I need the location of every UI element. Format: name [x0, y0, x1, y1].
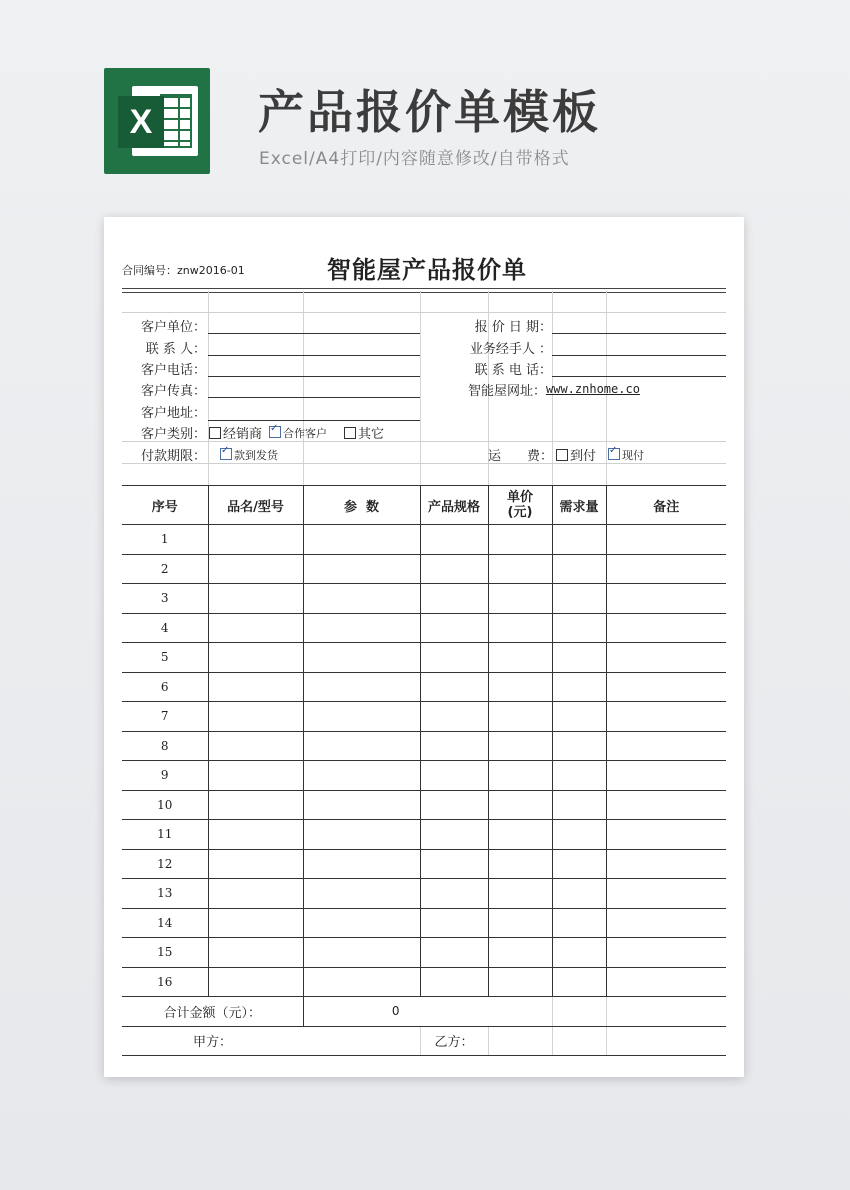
quote-date-field[interactable] [552, 333, 726, 334]
table-cell[interactable] [303, 584, 420, 614]
table-cell[interactable] [606, 525, 726, 555]
table-cell[interactable] [420, 702, 488, 732]
table-cell[interactable] [420, 908, 488, 938]
table-cell[interactable] [420, 554, 488, 584]
website-link[interactable]: www.znhome.co [546, 382, 640, 396]
table-cell[interactable] [606, 879, 726, 909]
table-row [122, 761, 726, 791]
table-cell[interactable] [303, 613, 420, 643]
grid-line [122, 463, 726, 464]
col-header-remark: 备注 [606, 486, 726, 525]
table-cell[interactable] [552, 938, 606, 968]
shipping-label: 运 费： [488, 449, 554, 464]
table-cell[interactable] [303, 761, 420, 791]
signature-row [122, 1026, 726, 1056]
total-cell[interactable] [606, 997, 726, 1027]
table-cell[interactable] [420, 790, 488, 820]
table-cell[interactable] [488, 879, 552, 909]
table-cell[interactable] [552, 525, 606, 555]
party-b-field[interactable] [606, 1026, 726, 1056]
table-cell[interactable] [208, 879, 303, 909]
table-cell[interactable] [488, 938, 552, 968]
client-company-field[interactable] [208, 333, 420, 334]
table-cell[interactable] [420, 820, 488, 850]
col-header-params: 参 数 [303, 486, 420, 525]
table-cell[interactable] [488, 613, 552, 643]
table-cell[interactable] [606, 613, 726, 643]
grid-line [420, 291, 421, 485]
table-cell[interactable] [420, 938, 488, 968]
col-header-product: 品名/型号 [208, 486, 303, 525]
checked-checkbox-icon [608, 448, 620, 460]
row-index: 10 [122, 790, 208, 820]
checkbox-icon [556, 449, 568, 461]
page-subtitle: Excel/A4打印/内容随意修改/自带格式 [259, 149, 570, 169]
table-cell[interactable] [552, 584, 606, 614]
title-divider [122, 288, 726, 293]
row-index: 2 [122, 554, 208, 584]
table-row [122, 643, 726, 673]
table-cell[interactable] [208, 790, 303, 820]
total-value: 0 [303, 997, 488, 1027]
table-cell[interactable] [606, 820, 726, 850]
total-cell[interactable] [488, 997, 552, 1027]
col-header-unit-price: 单价 (元) [488, 486, 552, 525]
table-row [122, 702, 726, 732]
table-cell[interactable] [606, 908, 726, 938]
table-header-row [122, 486, 726, 525]
table-cell[interactable] [208, 643, 303, 673]
table-cell[interactable] [208, 525, 303, 555]
checked-checkbox-icon [220, 448, 232, 460]
row-index: 8 [122, 731, 208, 761]
option-dealer[interactable]: 经销商 [209, 423, 262, 442]
table-cell[interactable] [208, 938, 303, 968]
excel-x-icon: X [118, 96, 164, 148]
table-cell[interactable] [488, 643, 552, 673]
row-index: 3 [122, 584, 208, 614]
row-index: 12 [122, 849, 208, 879]
total-row [122, 997, 726, 1027]
table-cell[interactable] [552, 761, 606, 791]
excel-grid-icon [160, 94, 192, 148]
table-cell[interactable] [606, 849, 726, 879]
table-cell[interactable] [552, 613, 606, 643]
checkbox-icon [209, 427, 221, 439]
table-cell[interactable] [606, 938, 726, 968]
table-cell[interactable] [208, 849, 303, 879]
table-cell[interactable] [420, 584, 488, 614]
option-other[interactable]: 其它 [344, 423, 384, 442]
table-cell[interactable] [208, 584, 303, 614]
col-header-index: 序号 [122, 486, 208, 525]
row-index: 5 [122, 643, 208, 673]
contact-field[interactable] [208, 355, 420, 356]
row-index: 15 [122, 938, 208, 968]
table-cell[interactable] [552, 672, 606, 702]
client-address-field[interactable] [208, 420, 420, 421]
table-cell[interactable] [208, 702, 303, 732]
table-cell[interactable] [208, 554, 303, 584]
party-a-field[interactable] [303, 1026, 420, 1056]
table-cell[interactable] [420, 849, 488, 879]
client-company-label: 客户单位： [140, 320, 206, 335]
col-header-spec: 产品规格 [420, 486, 488, 525]
party-b-field[interactable] [488, 1026, 552, 1056]
client-address-label: 客户地址： [140, 406, 206, 421]
contact-phone-field[interactable] [552, 376, 726, 377]
table-cell[interactable] [488, 525, 552, 555]
client-phone-label: 客户电话： [140, 363, 206, 378]
option-freight-prepaid[interactable]: ✓ 现付 [608, 447, 644, 463]
option-pay-before-ship[interactable]: ✓ 款到发货 [220, 447, 278, 463]
table-cell[interactable] [488, 790, 552, 820]
row-index: 4 [122, 613, 208, 643]
table-cell[interactable] [420, 967, 488, 997]
table-cell[interactable] [552, 702, 606, 732]
option-partner[interactable]: ✓ 合作客户 [269, 425, 327, 441]
row-index: 16 [122, 967, 208, 997]
table-cell[interactable] [303, 554, 420, 584]
row-index: 11 [122, 820, 208, 850]
grid-line [208, 291, 209, 485]
client-fax-field[interactable] [208, 397, 420, 398]
table-cell[interactable] [606, 643, 726, 673]
items-table [122, 485, 726, 1056]
contract-number: 合同编号：znw2016-01 [122, 264, 245, 277]
row-index: 6 [122, 672, 208, 702]
table-cell[interactable] [488, 584, 552, 614]
table-cell[interactable] [606, 761, 726, 791]
customer-type-label: 客户类别： [140, 427, 206, 442]
client-phone-field[interactable] [208, 376, 420, 377]
total-cell[interactable] [552, 997, 606, 1027]
party-a-label: 甲方： [122, 1026, 303, 1056]
table-row [122, 879, 726, 909]
table-row [122, 967, 726, 997]
table-cell[interactable] [552, 790, 606, 820]
table-cell[interactable] [420, 613, 488, 643]
table-cell[interactable] [606, 790, 726, 820]
table-cell[interactable] [303, 643, 420, 673]
table-cell[interactable] [303, 967, 420, 997]
table-row [122, 790, 726, 820]
col-header-quantity: 需求量 [552, 486, 606, 525]
checked-checkbox-icon [269, 426, 281, 438]
table-cell[interactable] [420, 731, 488, 761]
quote-sheet [104, 217, 744, 1077]
table-cell[interactable] [488, 702, 552, 732]
table-row [122, 849, 726, 879]
checkbox-icon [344, 427, 356, 439]
table-cell[interactable] [208, 908, 303, 938]
table-cell[interactable] [488, 908, 552, 938]
table-cell[interactable] [552, 849, 606, 879]
table-cell[interactable] [606, 731, 726, 761]
grid-line [122, 312, 726, 313]
table-cell[interactable] [606, 672, 726, 702]
table-cell[interactable] [420, 879, 488, 909]
table-cell[interactable] [208, 731, 303, 761]
table-cell[interactable] [552, 554, 606, 584]
table-cell[interactable] [488, 761, 552, 791]
table-cell[interactable] [552, 967, 606, 997]
row-index: 13 [122, 879, 208, 909]
table-cell[interactable] [606, 967, 726, 997]
table-cell[interactable] [303, 790, 420, 820]
table-row [122, 525, 726, 555]
table-cell[interactable] [208, 761, 303, 791]
table-cell[interactable] [303, 879, 420, 909]
table-cell[interactable] [420, 525, 488, 555]
table-cell[interactable] [420, 672, 488, 702]
handler-field[interactable] [552, 355, 726, 356]
table-cell[interactable] [208, 967, 303, 997]
quote-date-label: 报 价 日 期： [474, 320, 552, 335]
table-row [122, 672, 726, 702]
website-label: 智能屋网址： [467, 384, 546, 399]
table-row [122, 908, 726, 938]
contact-phone-label: 联 系 电 话： [474, 363, 552, 378]
payment-term-label: 付款期限： [140, 449, 206, 464]
table-cell[interactable] [303, 525, 420, 555]
row-index: 7 [122, 702, 208, 732]
table-cell[interactable] [303, 672, 420, 702]
table-row [122, 554, 726, 584]
table-cell[interactable] [303, 731, 420, 761]
table-row [122, 820, 726, 850]
party-b-label: 乙方： [420, 1026, 488, 1056]
table-cell[interactable] [606, 702, 726, 732]
table-row [122, 938, 726, 968]
table-cell[interactable] [303, 938, 420, 968]
row-index: 1 [122, 525, 208, 555]
table-cell[interactable] [303, 702, 420, 732]
table-cell[interactable] [552, 908, 606, 938]
table-cell[interactable] [552, 643, 606, 673]
row-index: 9 [122, 761, 208, 791]
client-fax-label: 客户传真： [140, 384, 206, 399]
table-row [122, 731, 726, 761]
table-cell[interactable] [208, 613, 303, 643]
table-cell[interactable] [303, 849, 420, 879]
handler-label: 业务经手人 ： [469, 342, 552, 357]
table-cell[interactable] [488, 849, 552, 879]
table-cell[interactable] [208, 820, 303, 850]
table-cell[interactable] [420, 643, 488, 673]
grid-line [303, 291, 304, 485]
document-title: 智能屋产品报价单 [327, 255, 527, 284]
party-b-field[interactable] [552, 1026, 606, 1056]
table-cell[interactable] [606, 584, 726, 614]
row-index: 14 [122, 908, 208, 938]
table-row [122, 584, 726, 614]
table-cell[interactable] [303, 908, 420, 938]
table-cell[interactable] [488, 554, 552, 584]
table-cell[interactable] [488, 672, 552, 702]
table-cell[interactable] [552, 820, 606, 850]
table-cell[interactable] [606, 554, 726, 584]
table-cell[interactable] [488, 967, 552, 997]
option-freight-collect[interactable]: 到付 [556, 445, 596, 464]
contact-label: 联 系 人： [145, 342, 206, 357]
table-row [122, 613, 726, 643]
table-cell[interactable] [552, 879, 606, 909]
table-cell[interactable] [488, 820, 552, 850]
table-cell[interactable] [488, 731, 552, 761]
page-title: 产品报价单模板 [258, 85, 601, 139]
table-cell[interactable] [303, 820, 420, 850]
total-label: 合计金额（元）： [122, 997, 303, 1027]
excel-logo [104, 68, 210, 174]
table-cell[interactable] [208, 672, 303, 702]
table-cell[interactable] [552, 731, 606, 761]
table-cell[interactable] [420, 761, 488, 791]
